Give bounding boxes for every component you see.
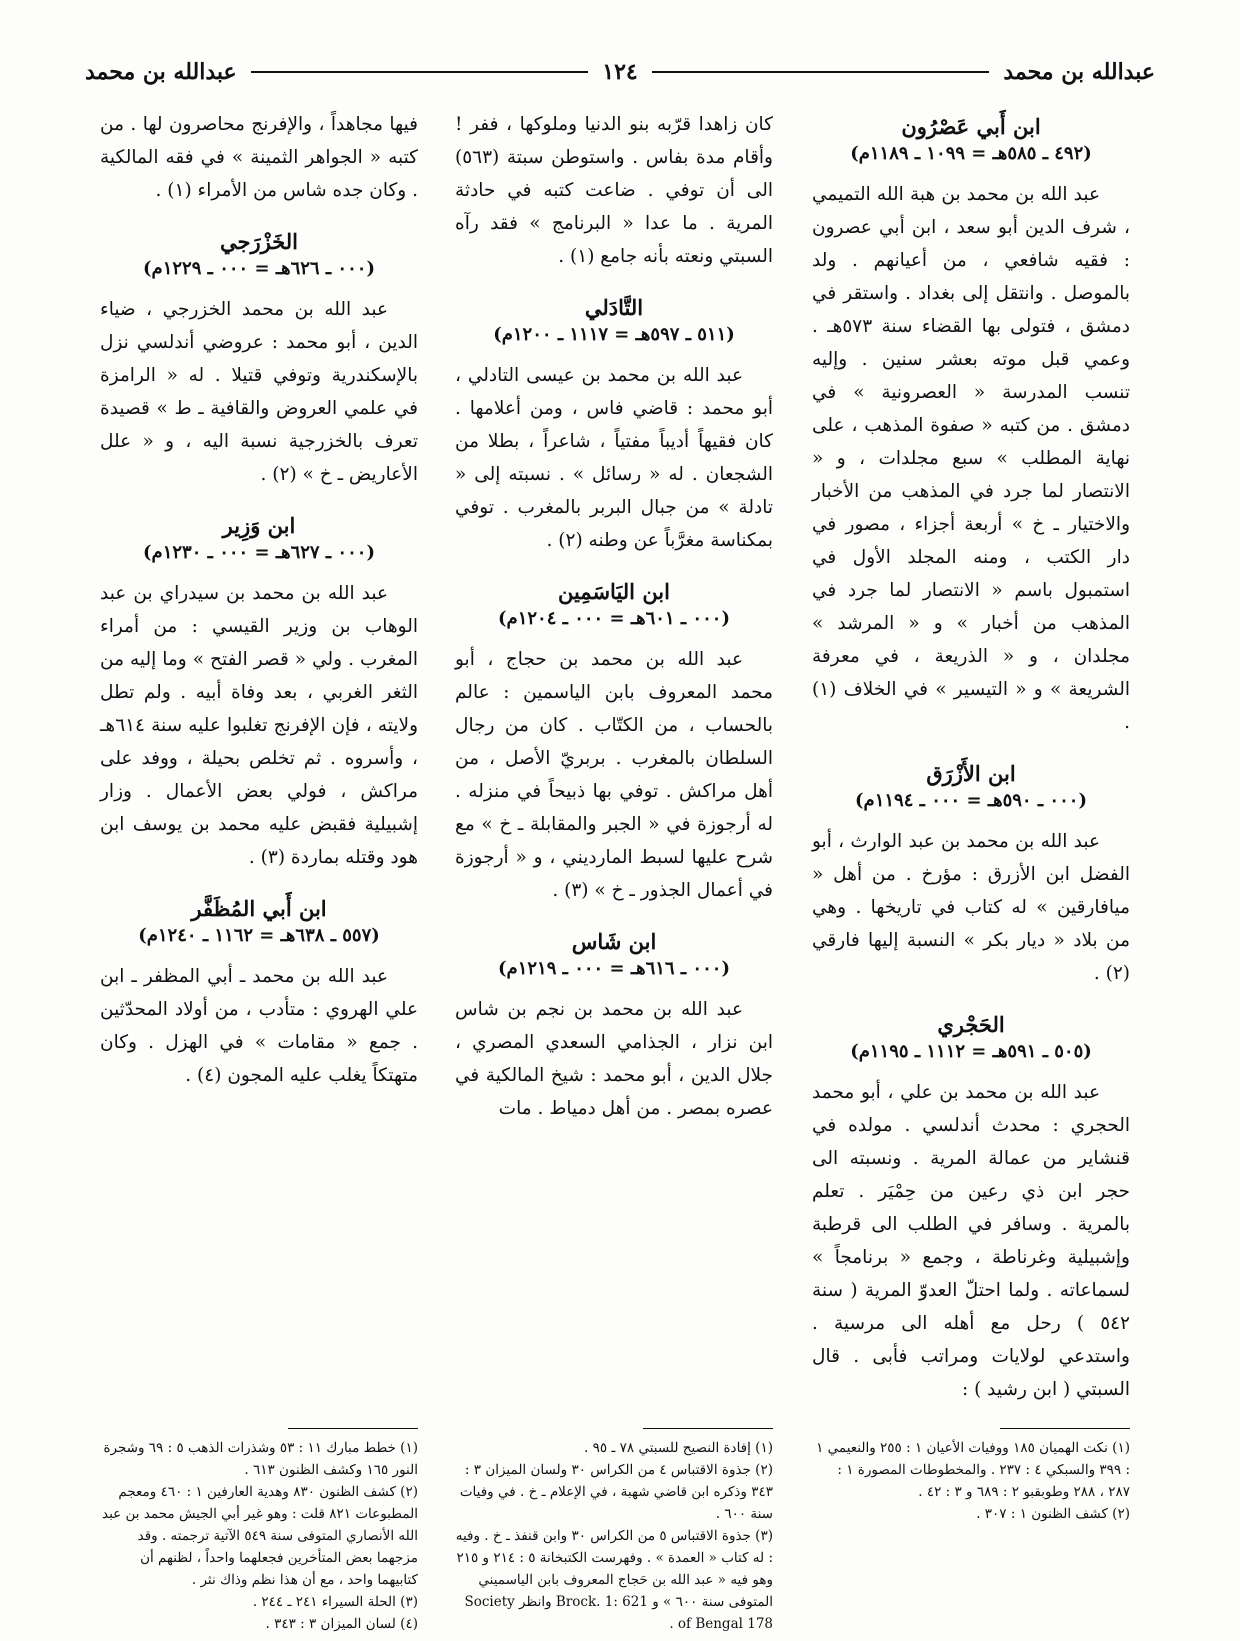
- footnotes-middle: [455, 1428, 773, 1635]
- entry-title: الحَجْري: [937, 1012, 1005, 1037]
- entry-title: ابن الأَزْرَق: [926, 761, 1016, 786]
- footnotes-right: [812, 1428, 1130, 1525]
- entry-body: عبد الله بن محمد بن سيدراي بن عبد الوهاب بن وزير القيسي : من أمراء المغرب . ولي « قصر الفتح » وما إليه من الثغر الغربي ، بعد وفاة أبيه . ولم تطل ولايته ، فإن الإفرنج تغلبوا عليه سنة ٦١٤هـ ، وأسروه . ثم تخلص بحيلة ، ووفد على مراكش ، فولي بعض الأعمال . وزار إشبيلية فقبض عليه محمد بن يوسف ابن هود وقتله بماردة (٣) .: [100, 583, 418, 868]
- entry-continued: [100, 108, 418, 207]
- footnote: (٢) جذوة الاقتباس ٤ من الكراس ٣٠ ولسان الميزان ٣ : ٣٤٣ وذكره ابن قاضي شهبة ، في الإعلام ـ خ . في وفيات سنة ٦٠٠ .: [459, 1462, 773, 1522]
- entry-title: ابن أَبي عَصْرُون: [901, 114, 1041, 139]
- column-middle: [455, 108, 773, 1428]
- entry-body: عبد الله بن محمد ـ أبي المظفر ـ ابن علي الهروي : متأدب ، من أولاد المحدّثين . جمع « مقامات » في الهزل . وكان متهتكاً يغلب عليه المجون (٤) .: [100, 966, 418, 1086]
- entry: [100, 896, 418, 1092]
- entry-dates: (٠٠٠ ـ ٥٩٠هـ = ٠٠٠ ـ ١١٩٤م): [855, 790, 1087, 811]
- footnote-rule: [643, 1428, 773, 1429]
- running-title-left: عبدالله بن محمد: [84, 59, 237, 85]
- entry-body: عبد الله بن محمد بن هبة الله التميمي ، شرف الدين أبو سعد ، ابن أبي عصرون : فقيه شافعي ، من أعيانهم . ولد بالموصل . وانتقل إلى بغداد . واستقر في دمشق ، فتولى بها القضاء سنة ٥٧٣هـ . وعمي قبل موته بعشر سنين . وإليه تنسب المدرسة « العصرونية » في دمشق . من كتبه « صفوة المذهب ، على نهاية المطلب » سبع مجلدات ، و « الانتصار لما جرد في المذهب من الأخبار والاختيار ـ خ » أربعة أجزاء ، مصور في دار الكتب ، ومنه المجلد الأول في استمبول باسم « الانتصار لما جرد في المذهب من أخبار » و « المرشد » مجلدان ، و « الذريعة ، في معرفة الشريعة » و « التيسير » في الخلاف (١) .: [812, 184, 1131, 733]
- entry: [455, 929, 773, 1125]
- page-header: [85, 52, 1155, 92]
- entry-title: ابن وَزِير: [222, 513, 296, 538]
- entry-title: ابن أَبي المُظَفَّر: [191, 896, 327, 921]
- entry-body: عبد الله بن محمد بن عيسى التادلي ، أبو محمد : قاضي فاس ، ومن أعلامها . كان فقيهاً أديباً مفتياً ، شاعراً ، بطلا من الشجعان . له « رسائل » . نسبته إلى « تادلة » من جبال البربر بالمغرب . توفي بمكناسة مغرَّباً عن وطنه (٢) .: [455, 365, 773, 551]
- entry-dates: (٥١١ ـ ٥٩٧هـ = ١١١٧ ـ ١٢٠٠م): [493, 324, 735, 345]
- entry: [812, 761, 1130, 990]
- column-right: [812, 108, 1130, 1428]
- header-rule: [251, 71, 589, 73]
- entry-body: عبد الله بن محمد الخزرجي ، ضياء الدين ، أبو محمد : عروضي أندلسي نزل بالإسكندرية وتوفي قتيلا . له « الرامزة في علمي العروض والقافية ـ ط » قصيدة تعرف بالخزرجية نسبة اليه ، و « علل الأعاريض ـ خ » (٢) .: [100, 299, 418, 485]
- entry: [812, 1012, 1130, 1406]
- running-title-right: عبدالله بن محمد: [1003, 59, 1155, 85]
- entry-dates: (٠٠٠ ـ ٦٢٦هـ = ٠٠٠ ـ ١٢٢٩م): [143, 258, 375, 279]
- page-number: ١٢٤: [602, 59, 638, 85]
- entry-dates: (٥٠٥ ـ ٥٩١هـ = ١١١٢ ـ ١١٩٥م): [850, 1041, 1092, 1062]
- entry-body: عبد الله بن محمد بن علي ، أبو محمد الحجري : محدث أندلسي . مولده في قنشاير من عمالة المرية . ونسبته الى حجر ابن ذي رعين من حِمْيَر . تعلم بالمرية . وسافر في الطلب الى قرطبة وإشبيلية وغرناطة ، وجمع « برنامجاً » لسماعاته . ولما احتلّ العدوّ المرية ( سنة ٥٤٢ ) رحل مع أهله الى مرسية . واستدعي لولايات ومراتب فأبى . قال السبتي ( ابن رشيد ) :: [812, 1082, 1130, 1400]
- header-rule: [652, 71, 990, 73]
- entry-title: ابن شَاس: [571, 929, 657, 954]
- footnote-rule: [1000, 1428, 1130, 1429]
- entry-body: كان زاهدا قرّبه بنو الدنيا وملوكها ، ففر ! وأقام مدة بفاس . واستوطن سبتة (٥٦٣) الى أن توفي . ضاعت كتبه في حادثة المرية . ما عدا « البرنامج » فقد رآه السبتي ونعته بأنه جامع (١) .: [455, 114, 773, 267]
- entry-body: عبد الله بن محمد بن حجاج ، أبو محمد المعروف بابن الياسمين : عالم بالحساب ، من الكتّاب . كان من رجال السلطان بالمغرب . بربريّ الأصل ، من أهل مراكش . توفي بها ذبيحاً في منزله . له أرجوزة في « الجبر والمقابلة ـ خ » مع شرح عليها لسبط المارديني ، و « أرجوزة في أعمال الجذور ـ خ » (٣) .: [455, 649, 773, 901]
- entry-dates: (٥٥٧ ـ ٦٣٨هـ = ١١٦٢ ـ ١٢٤٠م): [138, 925, 380, 946]
- entry: [455, 295, 773, 557]
- footnote: (٣) الحلة السيراء ٢٤١ ـ ٢٤٤ .: [252, 1594, 418, 1610]
- entry-dates: (٠٠٠ ـ ٦١٦هـ = ٠٠٠ ـ ١٢١٩م): [498, 958, 730, 979]
- footnote: (١) إفادة النصيح للسبتي ٧٨ ـ ٩٥ .: [583, 1440, 773, 1456]
- entry-body: عبد الله بن محمد بن نجم بن شاس ابن نزار ، الجذامي السعدي المصري ، جلال الدين ، أبو محمد : شيخ المالكية في عصره بمصر . من أهل دمياط . مات: [455, 999, 773, 1119]
- entry-continued: [455, 108, 773, 273]
- footnote: (٢) كشف الظنون ٨٣٠ وهدية العارفين ١ : ٤٦٠ ومعجم المطبوعات ٨٢١ قلت : وهو غير أبي الجيش محمد بن عبد الله الأنصاري المتوفى سنة ٥٤٩ الآتية ترجمته . وقد مزجهما بعض المتأخرين فجعلهما واحداً ، لظنهم أن كتابيهما واحد ، مع أن هذا نظم وذاك نثر .: [102, 1484, 418, 1588]
- entry-dates: (٤٩٢ ـ ٥٨٥هـ = ١٠٩٩ ـ ١١٨٩م): [850, 143, 1092, 164]
- footnote: (٤) لسان الميزان ٣ : ٣٤٣ .: [265, 1616, 418, 1632]
- entry: [100, 513, 418, 874]
- entry-title: الخَزْرَجي: [219, 229, 298, 254]
- column-left: [100, 108, 418, 1428]
- entry-title: التَّادَلي: [584, 295, 644, 320]
- footnote-rule: [288, 1428, 418, 1429]
- entry-body: عبد الله بن محمد بن عبد الوارث ، أبو الفضل ابن الأزرق : مؤرخ . من أهل « ميافارقين » له كتاب في تاريخها . وهي من بلاد « ديار بكر » النسبة إليها فارقي (٢) .: [812, 831, 1130, 984]
- entry-dates: (٠٠٠ ـ ٦٢٧هـ = ٠٠٠ ـ ١٢٣٠م): [143, 542, 375, 563]
- footnotes-left: [100, 1428, 418, 1635]
- entry: [455, 579, 773, 907]
- entry: [812, 114, 1130, 739]
- entry-title: ابن اليَاسَمِين: [557, 579, 670, 604]
- footnote: (١) خطط مبارك ١١ : ٥٣ وشذرات الذهب ٥ : ٦٩ وشجرة النور ١٦٥ وكشف الظنون ٦١٣ .: [103, 1440, 418, 1478]
- footnote: (٢) كشف الظنون ١ : ٣٠٧ .: [976, 1506, 1130, 1522]
- entry: [100, 229, 418, 491]
- footnote: (١) نكت الهميان ١٨٥ ووفيات الأعيان ١ : ٢٥٥ والنعيمي ١ : ٣٩٩ والسبكي ٤ : ٢٣٧ . والمخطوطات المصورة ١ : ٢٨٧ ، ٢٨٨ وطوبقبو ٢ : ٦٨٩ و ٣ : ٤٢ .: [816, 1440, 1130, 1500]
- entry-body: فيها مجاهداً ، والإفرنج محاصرون لها . من كتبه « الجواهر الثمينة » في فقه المالكية . وكان جده شاس من الأمراء (١) .: [100, 114, 418, 201]
- footnote: (٣) جذوة الاقتباس ٥ من الكراس ٣٠ وابن قنفذ ـ خ . وفيه : له كتاب « العمدة » . وفهرست الكتبخانة ٥ : ٢١٤ و ٢١٥ وهو فيه « عبد الله بن حَجاج المعروف بابن الياسميني المتوفى سنة ٦٠٠ » و Brock. 1: 621 وانظر Society of Bengal 178 .: [455, 1528, 773, 1632]
- entry-dates: (٠٠٠ ـ ٦٠١هـ = ٠٠٠ ـ ١٢٠٤م): [498, 608, 730, 629]
